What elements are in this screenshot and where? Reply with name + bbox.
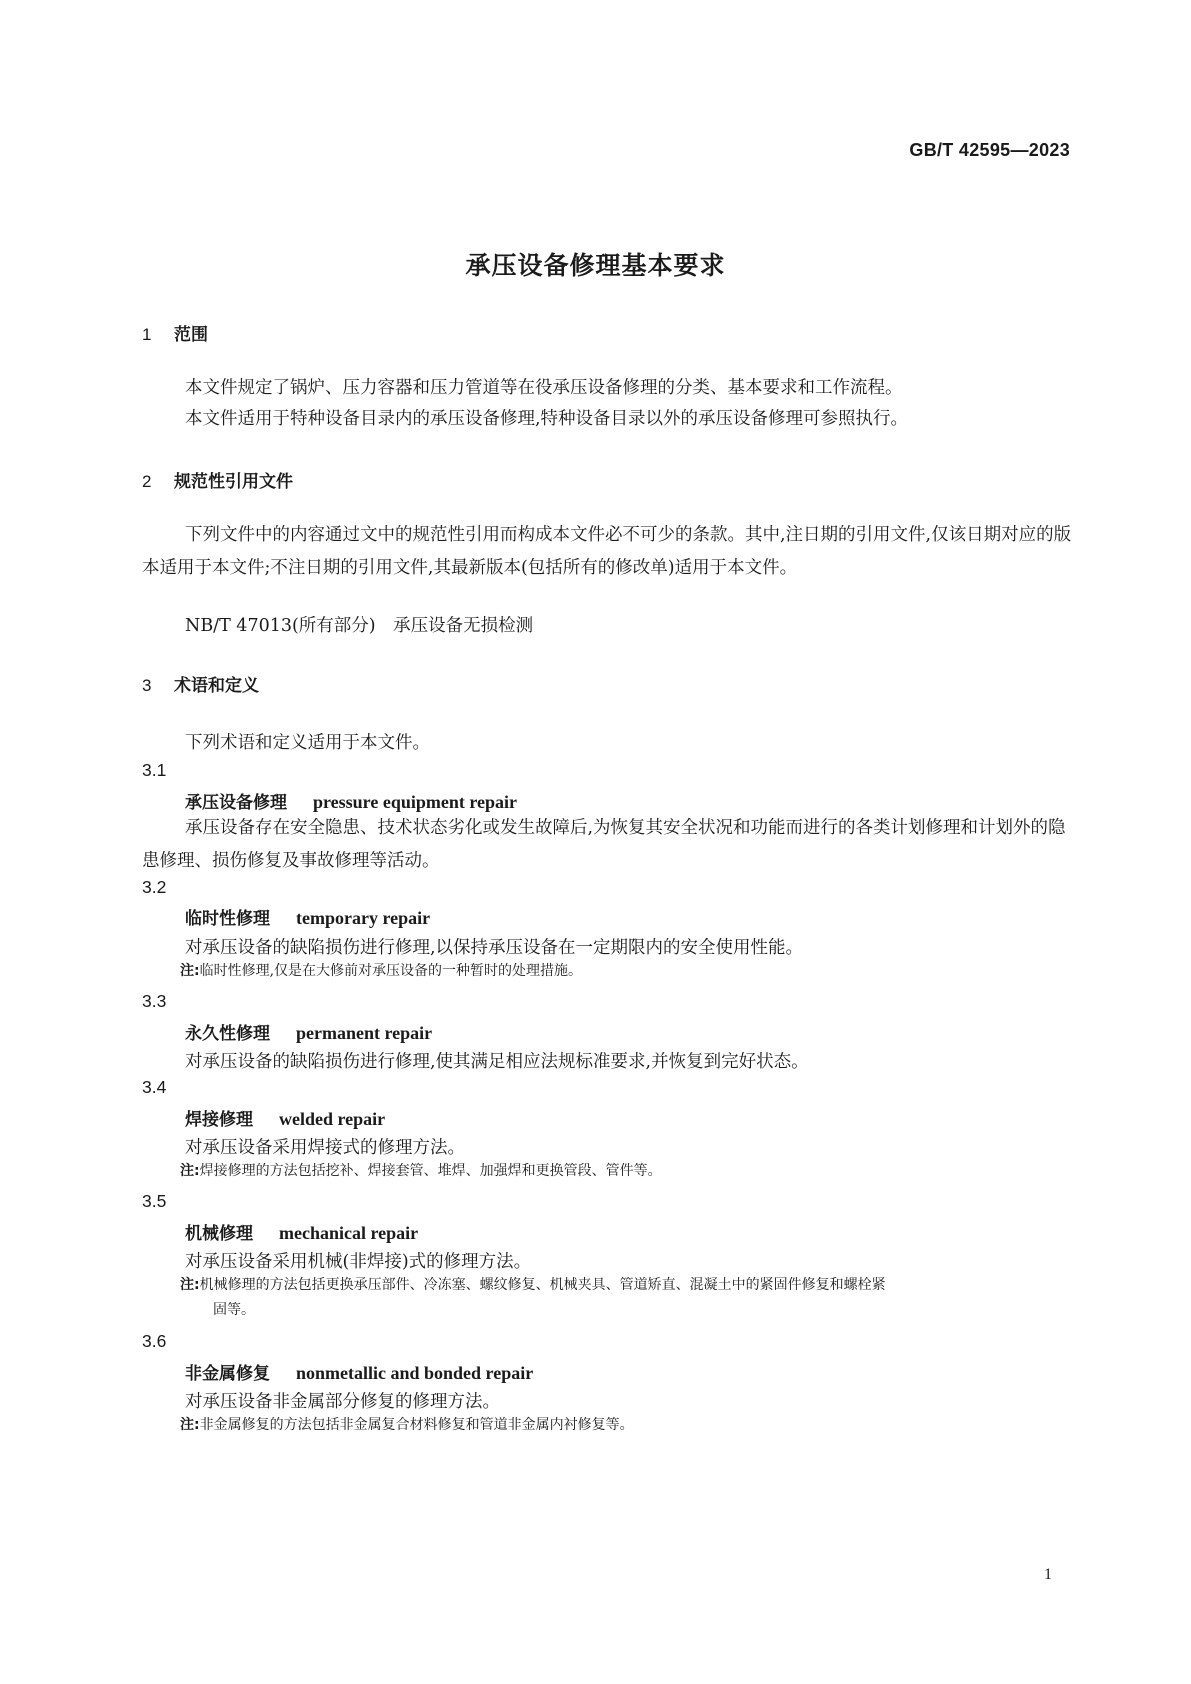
term-zh: 焊接修理 <box>185 1110 253 1130</box>
section-number: 2 <box>142 472 152 491</box>
note-label: 注: <box>180 1277 200 1293</box>
term-en: permanent repair <box>296 1023 433 1043</box>
scope-paragraph-2: 本文件适用于特种设备目录内的承压设备修理,特种设备目录以外的承压设备修理可参照执行。 <box>185 409 909 429</box>
term-heading <box>185 1359 533 1384</box>
term-zh: 临时性修理 <box>185 909 270 929</box>
term-number: 3.6 <box>142 1331 167 1351</box>
note-label: 注: <box>180 1163 200 1179</box>
section-title: 术语和定义 <box>174 676 259 696</box>
note-text: 非金属修复的方法包括非金属复合材料修复和管道非金属内衬修复等。 <box>199 1417 634 1433</box>
term-heading <box>185 1219 418 1244</box>
term-en: nonmetallic and bonded repair <box>296 1363 534 1383</box>
section-title: 范围 <box>174 325 208 345</box>
term-definition: 对承压设备的缺陷损伤进行修理,以保持承压设备在一定期限内的安全使用性能。 <box>185 938 804 958</box>
note-label: 注: <box>180 963 200 979</box>
scope-paragraph-1: 本文件规定了锅炉、压力容器和压力管道等在役承压设备修理的分类、基本要求和工作流程。 <box>185 378 903 398</box>
references-paragraph: 下列文件中的内容通过文中的规范性引用而构成本文件必不可少的条款。其中,注日期的引用文件,仅该日期对应的版本适用于本文件;不注日期的引用文件,其最新版本(包括所有的修改单)适用于本文件。 <box>142 525 1072 578</box>
note-text-continued: 固等。 <box>213 1302 255 1318</box>
term-number: 3.4 <box>142 1077 167 1097</box>
term-zh: 承压设备修理 <box>185 793 287 813</box>
term-note <box>180 959 1073 984</box>
term-number: 3.5 <box>142 1191 167 1211</box>
term-heading <box>185 904 430 929</box>
document-title: 承压设备修理基本要求 <box>465 251 726 280</box>
section-2-heading <box>142 467 293 492</box>
term-definition: 承压设备存在安全隐患、技术状态劣化或发生故障后,为恢复其安全状况和功能而进行的各类计划修理和计划外的隐患修理、损伤修复及事故修理等活动。 <box>142 818 1066 871</box>
section-3-heading <box>142 671 259 696</box>
section-number: 1 <box>142 325 152 344</box>
term-number: 3.3 <box>142 991 167 1011</box>
term-note <box>180 1159 1073 1184</box>
note-text: 临时性修理,仅是在大修前对承压设备的一种暂时的处理措施。 <box>199 963 583 979</box>
term-zh: 永久性修理 <box>185 1024 270 1044</box>
note-text: 机械修理的方法包括更换承压部件、冷冻塞、螺纹修复、机械夹具、管道矫直、混凝土中的紧固件修复和螺栓紧 <box>199 1277 886 1293</box>
term-en: welded repair <box>279 1109 386 1129</box>
page-number: 1 <box>1044 1566 1052 1583</box>
term-en: pressure equipment repair <box>313 792 518 812</box>
terms-intro: 下列术语和定义适用于本文件。 <box>185 733 430 753</box>
term-en: temporary repair <box>296 908 431 928</box>
term-number: 3.1 <box>142 760 167 780</box>
term-number: 3.2 <box>142 877 167 897</box>
term-definition: 对承压设备采用机械(非焊接)式的修理方法。 <box>185 1252 532 1272</box>
term-en: mechanical repair <box>279 1223 419 1243</box>
reference-entry: NB/T 47013(所有部分) 承压设备无损检测 <box>185 616 534 636</box>
note-label: 注: <box>180 1417 200 1433</box>
term-heading <box>185 1105 385 1130</box>
term-heading <box>185 788 517 813</box>
section-title: 规范性引用文件 <box>174 472 293 492</box>
term-definition: 对承压设备非金属部分修复的修理方法。 <box>185 1392 500 1412</box>
term-definition: 对承压设备采用焊接式的修理方法。 <box>185 1138 465 1158</box>
section-number: 3 <box>142 676 152 695</box>
standard-number: GB/T 42595—2023 <box>909 140 1070 160</box>
term-heading <box>185 1019 432 1044</box>
term-zh: 非金属修复 <box>185 1364 270 1384</box>
term-note <box>180 1273 1073 1323</box>
note-text: 焊接修理的方法包括挖补、焊接套管、堆焊、加强焊和更换管段、管件等。 <box>199 1163 662 1179</box>
term-zh: 机械修理 <box>185 1224 253 1244</box>
term-definition: 对承压设备的缺陷损伤进行修理,使其满足相应法规标准要求,并恢复到完好状态。 <box>185 1052 809 1072</box>
section-1-heading <box>142 320 208 345</box>
term-note <box>180 1413 1073 1438</box>
